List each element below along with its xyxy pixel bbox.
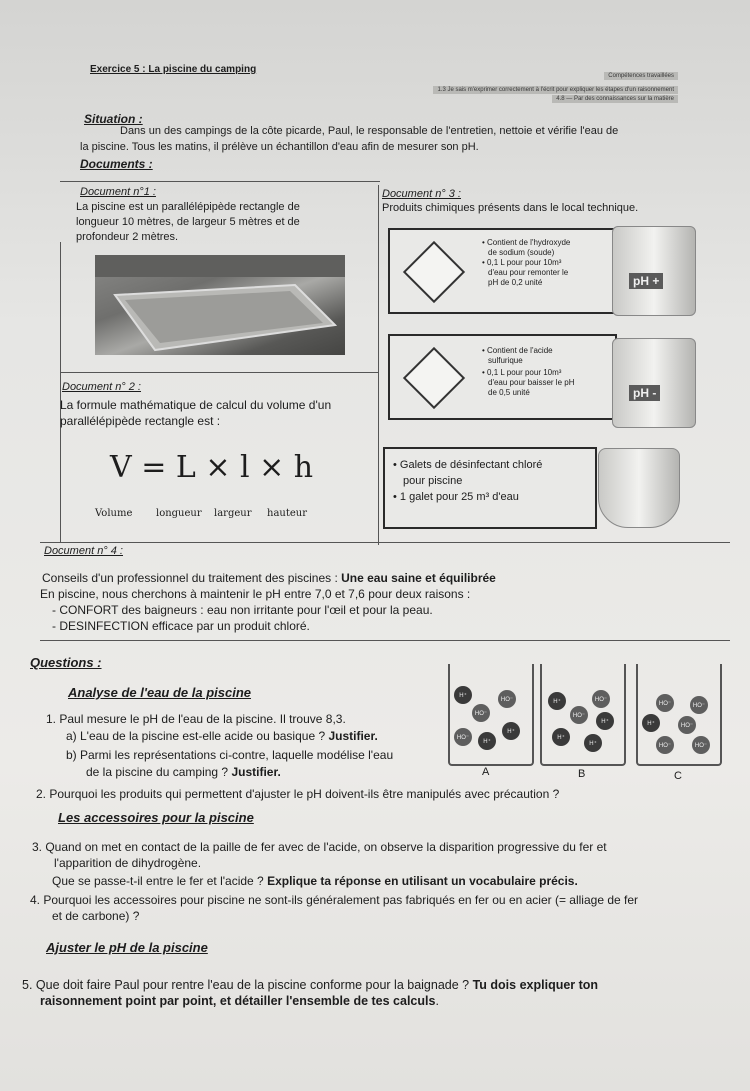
question-5-line-1 [22,978,598,993]
part2-heading: Les accessoires pour la piscine [58,810,254,825]
question-4-line-1: 4. Pourquoi les accessoires pour piscine ne sont-ils généralement pas fabriqués en fer ou en acier (= alliage de fer [30,893,639,907]
ph-minus-line-3: • 0,1 L pour pour 10m³ [482,368,562,377]
ion-oh: HO⁻ [454,728,472,746]
beaker-label-a: A [482,766,490,778]
formula-label-longueur: longueur [156,508,202,519]
doc1-line-3: profondeur 2 mètres. [76,231,179,243]
doc1-line-1: La piscine est un parallélépipède rectangle de [76,201,300,213]
formula-label-volume: Volume [95,508,133,519]
ph-minus-tag: pH - [629,385,660,401]
documents-heading: Documents : [80,157,153,171]
part1-heading: Analyse de l'eau de la piscine [68,685,252,700]
ph-plus-line-4: d'eau pour remonter le [488,268,569,277]
question-3-text: Que se passe-t-il entre le fer et l'acide ? [52,874,268,888]
divider [40,640,730,641]
question-4-line-2: et de carbone) ? [52,909,140,923]
ion-oh: HO⁻ [692,736,710,754]
doc2-line-1: La formule mathématique de calcul du volume d'un [60,398,332,412]
doc4-line-4: - DESINFECTION efficace par un produit chloré. [52,619,310,633]
formula-label-largeur: largeur [214,508,252,519]
ph-plus-canister [612,226,696,316]
ph-minus-line-5: de 0,5 unité [488,388,530,397]
question-1a [66,729,378,744]
volume-formula: V = L × l × h [110,450,314,485]
ph-plus-line-2: de sodium (soude) [488,248,555,257]
ph-minus-canister [612,338,696,428]
beaker-b [540,664,626,766]
competence-line-1: 1.3 Je sais m'exprimer correctement à l'écrit pour expliquer les étapes d'un raisonnement [433,86,678,94]
question-5-line-2 [40,994,439,1009]
ion-oh: HO⁻ [592,690,610,708]
question-1b-line-1: b) Parmi les représentations ci-contre, laquelle modélise l'eau [66,748,394,762]
formula-label-hauteur: hauteur [267,508,307,519]
ion-oh: HO⁻ [690,696,708,714]
part3-heading: Ajuster le pH de la piscine [46,940,208,955]
doc4-line-1-bold: Une eau saine et équilibrée [341,571,496,585]
ion-oh: HO⁻ [678,716,696,734]
beaker-a [448,664,534,766]
doc2-label: Document n° 2 : [62,381,141,393]
question-1a-text: a) L'eau de la piscine est-elle acide ou basique ? [66,729,329,743]
pool-photo [95,255,345,355]
ph-plus-tag: pH + [629,273,663,289]
divider [60,181,380,182]
question-1b-text: de la piscine du camping ? [86,765,232,779]
question-3-line-1: 3. Quand on met en contact de la paille de fer avec de l'acide, on observe la disparition progressive du fer et [32,840,607,854]
situation-heading: Situation : [84,112,143,126]
question-3-bold: Explique ta réponse en utilisant un vocabulaire précis. [267,874,578,888]
question-3-line-3 [52,874,578,889]
competences-label: Compétences travaillées [604,72,678,80]
ph-minus-line-2: sulfurique [488,356,523,365]
ph-plus-line-3: • 0,1 L pour pour 10m³ [482,258,562,267]
galets-line-2: pour piscine [403,475,463,487]
pool-photo-drawing [95,255,345,355]
doc2-line-2: parallélépipède rectangle est : [60,414,221,428]
beaker-label-c: C [674,770,682,782]
exercise-title: Exercice 5 : La piscine du camping [90,64,257,75]
question-1b-bold: Justifier. [231,765,281,779]
ph-minus-line-4: d'eau pour baisser le pH [488,378,575,387]
ion-h: H⁺ [478,732,496,750]
doc4-label: Document n° 4 : [44,545,123,557]
ph-plus-line-5: pH de 0,2 unité [488,278,543,287]
chlorine-bucket [598,448,680,528]
galets-box [383,447,597,529]
product-box-ph-minus [388,334,617,420]
doc4-line-3: - CONFORT des baigneurs : eau non irritante pour l'œil et pour la peau. [52,603,433,617]
ion-oh: HO⁻ [656,694,674,712]
question-5-bold-2: raisonnement point par point, et détailler l'ensemble de tes calculs [40,994,436,1008]
ion-h: H⁺ [548,692,566,710]
question-1b-line-2 [86,765,281,780]
ph-minus-line-1: • Contient de l'acide [482,346,553,355]
corrosive-hazard-icon [403,241,465,303]
ph-plus-line-1: • Contient de l'hydroxyde [482,238,571,247]
ion-oh: HO⁻ [498,690,516,708]
question-5-bold: Tu dois expliquer ton [472,978,599,992]
questions-heading: Questions : [30,655,102,670]
ion-oh: HO⁻ [656,736,674,754]
doc3-intro: Produits chimiques présents dans le local technique. [382,202,639,214]
divider [60,242,61,542]
question-5-end: . [435,994,439,1008]
question-5-text: 5. Que doit faire Paul pour rentre l'eau de la piscine conforme pour la baignade ? [22,978,473,992]
ion-h: H⁺ [502,722,520,740]
question-2: 2. Pourquoi les produits qui permettent d'ajuster le pH doivent-ils être manipulés avec précaution ? [36,787,560,801]
question-1: 1. Paul mesure le pH de l'eau de la piscine. Il trouve 8,3. [46,712,346,726]
doc1-label: Document n°1 : [80,186,156,198]
corrosive-hazard-icon [403,347,465,409]
divider [378,185,379,545]
ion-h: H⁺ [584,734,602,752]
question-1a-bold: Justifier. [328,729,378,743]
question-3-line-2: l'apparition de dihydrogène. [54,856,202,870]
ion-h: H⁺ [454,686,472,704]
doc1-line-2: longueur 10 mètres, de largeur 5 mètres et de [76,216,300,228]
galets-line-1: • Galets de désinfectant chloré [393,459,543,471]
ion-h: H⁺ [642,714,660,732]
situation-line-2: la piscine. Tous les matins, il prélève un échantillon d'eau afin de mesurer son pH. [80,141,479,153]
product-box-ph-plus [388,228,617,314]
divider [60,372,378,373]
galets-line-3: • 1 galet pour 25 m³ d'eau [393,491,519,503]
situation-line-1: Dans un des campings de la côte picarde, Paul, le responsable de l'entretien, nettoie et vérifie l'eau de [120,125,619,137]
ion-h: H⁺ [552,728,570,746]
doc3-label: Document n° 3 : [382,188,461,200]
doc4-line-1 [42,571,496,585]
beaker-label-b: B [578,768,586,780]
doc4-line-1-text: Conseils d'un professionnel du traitement des piscines : [42,571,342,585]
divider [40,542,730,543]
ion-oh: HO⁻ [570,706,588,724]
beaker-c [636,664,722,766]
ion-oh: HO⁻ [472,704,490,722]
doc4-line-2: En piscine, nous cherchons à maintenir le pH entre 7,0 et 7,6 pour deux raisons : [40,587,471,601]
ion-h: H⁺ [596,712,614,730]
competence-line-2: 4.8 — Par des connaissances sur la matière [552,95,678,103]
